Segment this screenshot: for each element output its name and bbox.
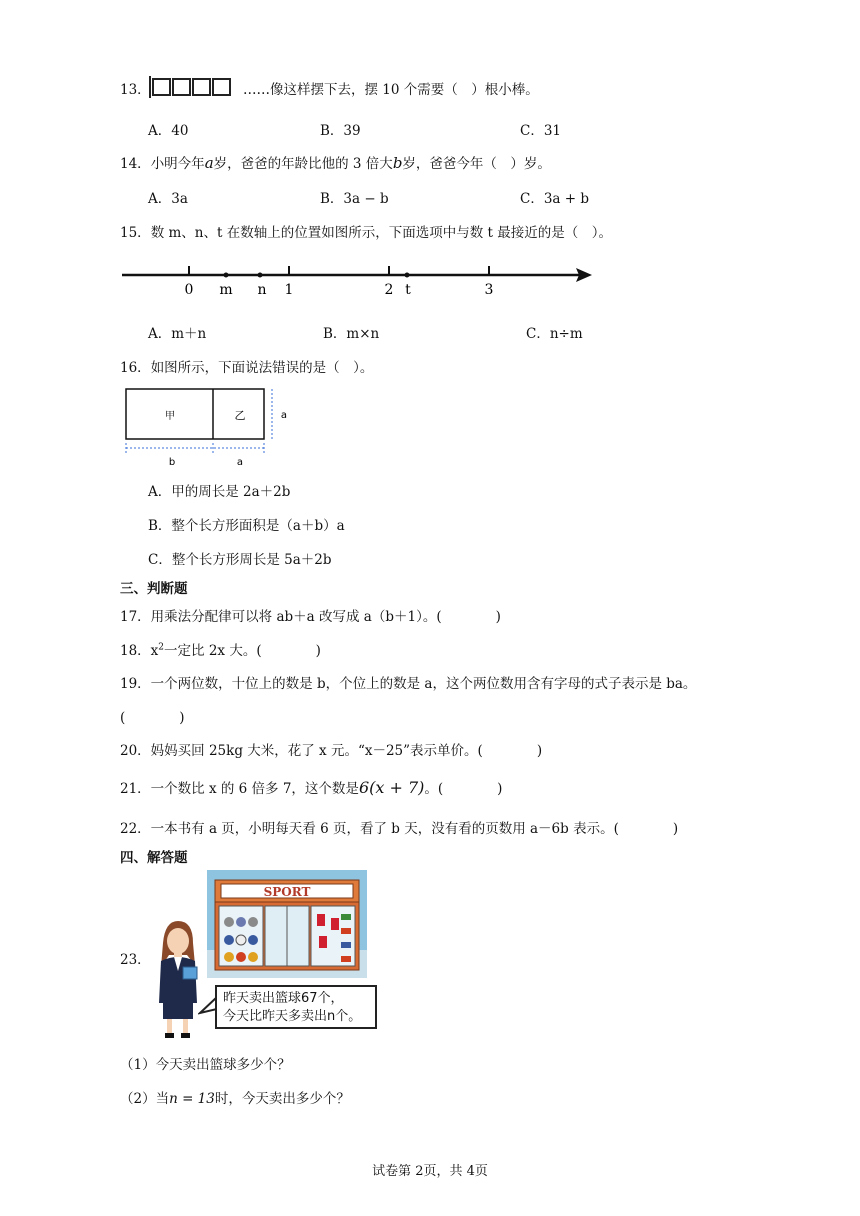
q13-option-c[interactable]: C．31	[520, 123, 562, 139]
section-title-solutions: 四、解答题	[120, 850, 188, 866]
label-side-a: a	[280, 410, 288, 421]
q13-number: 13．	[120, 82, 151, 98]
matchstick-squares-figure	[149, 75, 232, 99]
bubble-line-1: 昨天卖出篮球67个，	[223, 991, 344, 1006]
q16-option-a[interactable]: A．甲的周长是 2a＋2b	[148, 484, 291, 500]
label-jia: 甲	[165, 411, 175, 422]
q16-option-b[interactable]: B．整个长方形面积是（a＋b）a	[148, 518, 345, 534]
q17[interactable]: 17．用乘法分配律可以将 ab＋a 改写成 a（b＋1）。( )	[120, 609, 501, 625]
tick-label-1: 1	[284, 282, 294, 298]
point-label-n: n	[257, 282, 267, 298]
q14-option-b[interactable]: B．3a − b	[320, 191, 389, 207]
store-sign: SPORT	[263, 885, 311, 899]
q13-option-b[interactable]: B．39	[320, 123, 361, 139]
q14-option-a[interactable]: A．3a	[148, 191, 188, 207]
tick-label-0: 0	[184, 282, 194, 298]
q13-text: ……像这样摆下去，摆 10 个需要（ ）根小棒。	[243, 82, 539, 98]
q15-option-c[interactable]: C．n÷m	[526, 326, 583, 342]
q14-question: 14．小明今年a岁，爸爸的年龄比他的 3 倍大b岁，爸爸今年（ ）岁。	[120, 154, 551, 172]
q21[interactable]: 21．一个数比 x 的 6 倍多 7，这个数是6(x + 7)。( )	[120, 778, 503, 797]
q15-question: 15．数 m、n、t 在数轴上的位置如图所示，下面选项中与数 t 最接近的是（ ）。	[120, 225, 612, 241]
label-bottom-a: a	[236, 457, 244, 468]
q15-option-b[interactable]: B．m×n	[323, 326, 380, 342]
speech-bubble	[215, 985, 377, 1029]
point-label-t: t	[405, 282, 411, 298]
bubble-line-2: 今天比昨天多卖出n个。	[223, 1009, 362, 1024]
q13-option-a[interactable]: A．40	[148, 123, 189, 139]
q15-option-a[interactable]: A．m＋n	[148, 326, 207, 342]
tick-label-2: 2	[384, 282, 394, 298]
q22[interactable]: 22．一本书有 a 页，小明每天看 6 页，看了 b 天，没有看的页数用 a－6b 表示。( )	[120, 821, 679, 837]
q19-answer-blank[interactable]: ( )	[120, 710, 185, 726]
page-footer: 试卷第 2页，共 4页	[372, 1164, 488, 1179]
q16-option-c[interactable]: C．整个长方形周长是 5a＋2b	[148, 552, 332, 568]
q23-sub2: （2）当n = 13时，今天卖出多少个？	[120, 1091, 350, 1107]
number-line	[118, 260, 598, 300]
q16-question: 16．如图所示，下面说法错误的是（ ）。	[120, 360, 374, 376]
label-yi: 乙	[234, 409, 246, 422]
q20[interactable]: 20．妈妈买回 25kg 大米，花了 x 元。“x－25”表示单价。( )	[120, 743, 543, 759]
q18[interactable]: 18．$x^2$一定比 2x 大。( )	[120, 642, 321, 659]
teacher-figure	[147, 915, 207, 1040]
section-title-judgement: 三、判断题	[120, 581, 188, 597]
q23-number: 23．	[120, 952, 151, 968]
point-label-m: m	[219, 282, 233, 298]
tick-label-3: 3	[484, 282, 494, 298]
q14-option-c[interactable]: C．3a + b	[520, 191, 590, 207]
q19-line1: 19．一个两位数，十位上的数是 b，个位上的数是 a，这个两位数用含有字母的式子表示是 ba。	[120, 676, 697, 692]
rectangle-figure	[122, 385, 302, 470]
q23-sub1: （1）今天卖出篮球多少个？	[120, 1057, 291, 1073]
sport-store-image	[207, 870, 367, 978]
label-bottom-b: b	[168, 457, 176, 468]
